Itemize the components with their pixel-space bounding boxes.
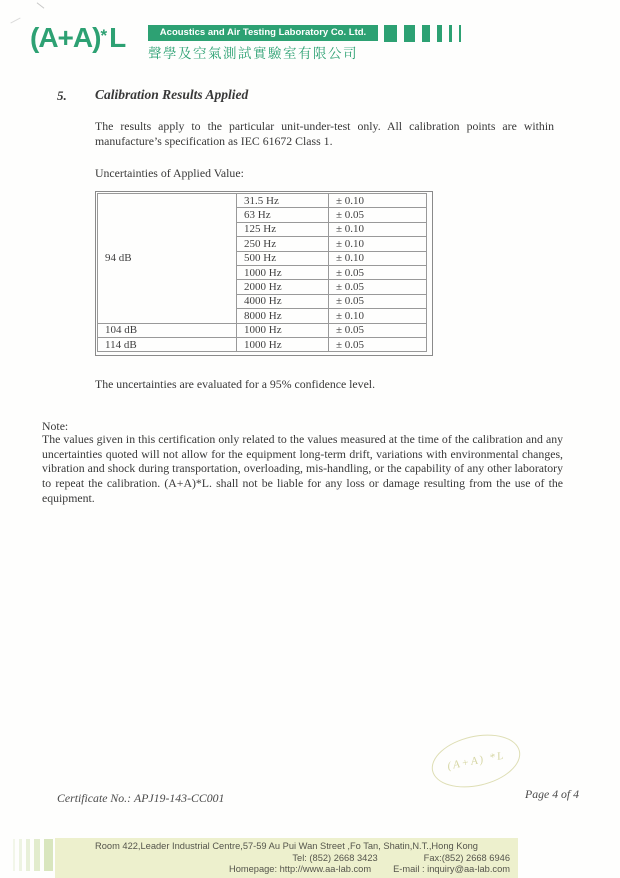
company-name-banner: Acoustics and Air Testing Laboratory Co. Ltd. [148, 25, 378, 41]
level-cell: 114 dB [98, 337, 237, 351]
logo-suffix: L [109, 22, 127, 53]
frequency-cell: 125 Hz [237, 222, 329, 236]
decoration-bar [19, 839, 22, 871]
certificate-number-value: APJ19-143-CC001 [134, 791, 225, 805]
section-title: Calibration Results Applied [95, 87, 249, 102]
uncertainty-cell: ± 0.10 [329, 237, 427, 251]
decoration-bar [26, 839, 30, 871]
logo-star: * [100, 26, 108, 45]
frequency-cell: 8000 Hz [237, 309, 329, 323]
note-paragraph: The values given in this certification only related to the values measured at the time of the calibration and any uncertainties quoted will not allow for the equipment long-term drift, variations with environmental changes, vibration and shock during transportation, overloading, mis-handling, or the capability of any other laboratory to repeat the calibration. (A+A)*L. shall not be liable for any loss or damage resulting from the use of the equipment. [42, 432, 563, 505]
footer-email: E-mail : inquiry@aa-lab.com [393, 864, 510, 875]
frequency-cell: 1000 Hz [237, 323, 329, 337]
table-row [98, 323, 427, 337]
decoration-bar [459, 25, 461, 42]
table-row [98, 337, 427, 351]
uncertainty-cell: ± 0.05 [329, 208, 427, 222]
uncertainty-cell: ± 0.05 [329, 294, 427, 308]
decoration-bar [384, 25, 397, 42]
note-label: Note: [42, 419, 69, 433]
section-number: 5. [57, 88, 67, 103]
uncertainty-cell: ± 0.05 [329, 337, 427, 351]
uncertainty-cell: ± 0.10 [329, 251, 427, 265]
uncertainty-table-wrapper [95, 191, 433, 356]
uncertainty-table [97, 193, 427, 352]
level-cell: 104 dB [98, 323, 237, 337]
decoration-bar [437, 25, 442, 42]
uncertainty-cell: ± 0.05 [329, 323, 427, 337]
footer-web-line [63, 864, 510, 876]
frequency-cell: 31.5 Hz [237, 194, 329, 208]
uncertainty-cell: ± 0.10 [329, 222, 427, 236]
frequency-cell: 4000 Hz [237, 294, 329, 308]
company-stamp [427, 727, 526, 796]
frequency-cell: 2000 Hz [237, 280, 329, 294]
section-intro-paragraph: The results apply to the particular unit-under-test only. All calibration points are within manufacture’s specification as IEC 61672 Class 1. [95, 119, 554, 148]
frequency-cell: 500 Hz [237, 251, 329, 265]
confidence-note: The uncertainties are evaluated for a 95% confidence level. [95, 377, 376, 391]
decoration-bar [34, 839, 40, 871]
decoration-bar [13, 839, 15, 871]
company-logo [30, 22, 126, 54]
certificate-number-label: Certificate No.: [57, 791, 132, 805]
uncertainty-cell: ± 0.10 [329, 309, 427, 323]
frequency-cell: 250 Hz [237, 237, 329, 251]
frequency-cell: 63 Hz [237, 208, 329, 222]
pencil-mark-icon [10, 17, 20, 23]
pencil-mark-icon [37, 2, 45, 8]
footer-address-band [55, 838, 518, 878]
certificate-number-line [57, 791, 224, 806]
frequency-cell: 1000 Hz [237, 337, 329, 351]
uncertainty-table-body [98, 194, 427, 352]
level-cell: 94 dB [98, 194, 237, 324]
header-bars-decoration [384, 25, 461, 42]
uncertainty-cell: ± 0.05 [329, 280, 427, 294]
decoration-bar [422, 25, 430, 42]
uncertainty-table-label: Uncertainties of Applied Value: [95, 166, 244, 180]
frequency-cell: 1000 Hz [237, 265, 329, 279]
page-number: Page 4 of 4 [525, 787, 580, 801]
footer-tel: Tel: (852) 2668 3423 [292, 852, 378, 863]
footer-homepage: Homepage: http://www.aa-lab.com [228, 864, 372, 875]
uncertainty-cell: ± 0.10 [329, 194, 427, 208]
decoration-bar [404, 25, 415, 42]
decoration-bar [44, 839, 53, 871]
logo-main: (A+A) [30, 22, 101, 53]
footer-phone-line [63, 853, 510, 865]
uncertainty-cell: ± 0.05 [329, 265, 427, 279]
footer-fax: Fax:(852) 2668 6946 [423, 852, 510, 863]
decoration-bar [449, 25, 452, 42]
stamp-text: (A+A) *L [446, 749, 506, 773]
table-row [98, 194, 427, 208]
company-name-chinese: 聲學及空氣測試實驗室有限公司 [148, 46, 358, 62]
footer-address: Room 422,Leader Industrial Centre,57-59 Au Pui Wan Street ,Fo Tan, Shatin,N.T.,Hong Kong [95, 841, 478, 851]
footer-bars-decoration [13, 839, 53, 871]
